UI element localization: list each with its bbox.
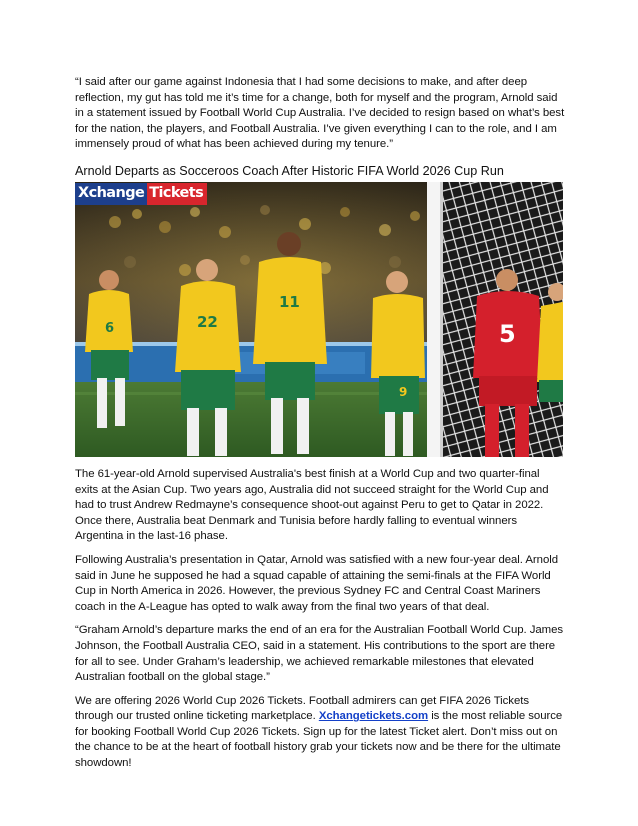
paragraph-tickets-offer [75, 694, 565, 772]
intro-quote: “I said after our game against Indonesia that I had some decisions to make, and after deep reflection, my gut has told me it’s time for a change, both for myself and the program, Arnold said in a statement issued by Football World Cup Australia. I’ve decided to resign based on what’s best for the nation, the players, and Football Australia. I’ve given everything I can to the role, and I am immensely proud of what has been achieved during my tenure.” [75, 76, 565, 151]
paragraph-arnold-record: The 61-year-old Arnold supervised Australia's best finish at a World Cup and two quarter-final exits at the Asian Cup. Two years ago, Australia did not succeed straight for the World Cup and had to trust Andrew Redmayne’s consequence shoot-out against Peru to get to Qatar in 2022. Once there, Australia beat Denmark and Tunisia before hardly falling to eventual winners Argentina in the last-16 phase. [75, 467, 549, 543]
article-photo [75, 182, 563, 457]
image-caption: Arnold Departs as Socceroos Coach After Historic FIFA World 2026 Cup Run [75, 163, 504, 178]
photo-illustration [75, 182, 563, 457]
jersey-number: 6 [105, 320, 115, 336]
offer-text-before: We are offering 2026 World Cup 2026 Tickets. Football admirers can get FIFA 2026 Tickets through our trusted online ticketing marketplace. [75, 694, 529, 723]
logo-part-xchange: Xchange [75, 183, 147, 205]
jersey-number: 22 [197, 312, 218, 331]
article-page [75, 75, 565, 772]
offer-text-after: is the most reliable source for booking Football World Cup 2026 Tickets. Sign up for the latest Ticket alert. Don’t miss out on the chance to be at the heart of football history grab your tickets now and be there for the ultimate showdown! [75, 710, 563, 770]
paragraph-new-deal: Following Australia’s presentation in Qatar, Arnold was satisfied with a new four-year deal. Arnold said in June he supposed he had a squad capable of attaining the semi-finals at the FIFA World Cup in North America in 2026. However, the previous Sydney FC and Central Coast Mariners coach in the A-League has opted to walk away from the final two years of that deal. [75, 553, 558, 613]
xchangetickets-link[interactable]: Xchangetickets.com [318, 710, 429, 723]
logo-part-tickets: Tickets [147, 183, 207, 205]
jersey-number: 9 [399, 384, 408, 399]
paragraph-ceo-quote: “Graham Arnold’s departure marks the end of an era for the Australian Football World Cup. James Johnson, the Football Australia CEO, said in a statement. His contributions to the sport are there for all to see. Under Graham’s leadership, we achieved remarkable milestones that elevated Australian football on the global stage.” [75, 624, 564, 684]
jersey-number: 5 [499, 319, 516, 348]
xchangetickets-logo [75, 183, 207, 205]
jersey-number: 11 [279, 292, 300, 311]
